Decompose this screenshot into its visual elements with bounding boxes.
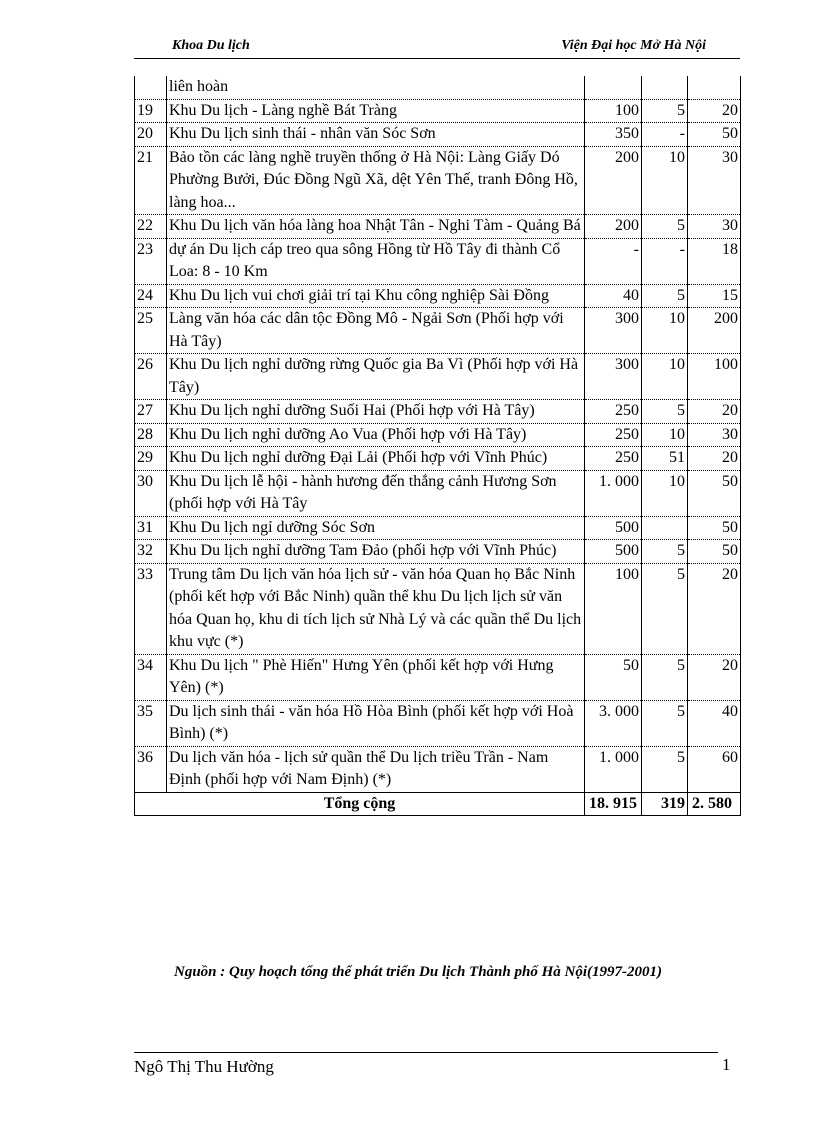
value-col-1: 3. 000 — [585, 700, 642, 746]
table-row — [135, 447, 741, 471]
value-col-3: 200 — [688, 308, 741, 354]
value-col-2: 5 — [642, 284, 688, 308]
row-number: 26 — [135, 354, 167, 400]
value-col-2: 51 — [642, 447, 688, 471]
value-col-2 — [642, 76, 688, 99]
project-name: liên hoàn — [167, 76, 585, 99]
value-col-3: 100 — [688, 354, 741, 400]
table-row — [135, 238, 741, 284]
row-number: 27 — [135, 400, 167, 424]
project-name: Khu Du lịch ngỉ dưỡng Sóc Sơn — [167, 516, 585, 540]
project-name: Khu Du lịch nghỉ dưỡng Suối Hai (Phối hợp với Hà Tây) — [167, 400, 585, 424]
total-value-3: 2. 580 — [688, 792, 741, 816]
value-col-1: 200 — [585, 215, 642, 239]
row-number: 25 — [135, 308, 167, 354]
value-col-2: 5 — [642, 400, 688, 424]
row-number: 36 — [135, 746, 167, 792]
row-number: 20 — [135, 123, 167, 147]
value-col-1: 250 — [585, 423, 642, 447]
row-number: 35 — [135, 700, 167, 746]
table-row — [135, 516, 741, 540]
row-number: 24 — [135, 284, 167, 308]
table-row — [135, 123, 741, 147]
value-col-2: 10 — [642, 354, 688, 400]
value-col-3: 50 — [688, 540, 741, 564]
value-col-3: 20 — [688, 400, 741, 424]
project-name: Du lịch sinh thái - văn hóa Hồ Hòa Bình (phối kết hợp với Hoà Bình) (*) — [167, 700, 585, 746]
row-number: 23 — [135, 238, 167, 284]
value-col-1: - — [585, 238, 642, 284]
row-number: 21 — [135, 146, 167, 215]
value-col-2: 5 — [642, 700, 688, 746]
table-row — [135, 470, 741, 516]
value-col-3: 60 — [688, 746, 741, 792]
footer-divider — [134, 1052, 718, 1053]
value-col-2: - — [642, 123, 688, 147]
value-col-2: 10 — [642, 308, 688, 354]
row-number: 32 — [135, 540, 167, 564]
source-note: Nguồn : Quy hoạch tổng thể phát triển Du lịch Thành phố Hà Nội(1997-2001) — [174, 964, 662, 980]
table-row — [135, 76, 741, 99]
row-number: 31 — [135, 516, 167, 540]
value-col-3: 20 — [688, 563, 741, 654]
value-col-3: 30 — [688, 215, 741, 239]
footer-author: Ngô Thị Thu Hường — [134, 1057, 274, 1076]
table-row — [135, 540, 741, 564]
table-row — [135, 423, 741, 447]
value-col-1: 200 — [585, 146, 642, 215]
table-row — [135, 563, 741, 654]
project-name: Khu Du lịch lễ hội - hành hương đến thắng cảnh Hương Sơn (phối hợp với Hà Tây — [167, 470, 585, 516]
value-col-3 — [688, 76, 741, 99]
value-col-3: 50 — [688, 516, 741, 540]
project-name: Du lịch văn hóa - lịch sử quần thể Du lịch triều Trần - Nam Định (phối hợp với Nam Định) (*) — [167, 746, 585, 792]
value-col-2: 5 — [642, 99, 688, 123]
value-col-2: 5 — [642, 563, 688, 654]
row-number: 30 — [135, 470, 167, 516]
value-col-3: 30 — [688, 423, 741, 447]
value-col-2: 10 — [642, 470, 688, 516]
project-name: Làng văn hóa các dân tộc Đồng Mô - Ngải Sơn (Phối hợp với Hà Tây) — [167, 308, 585, 354]
project-name: Trung tâm Du lịch văn hóa lịch sử - văn hóa Quan họ Bắc Ninh (phối kết hợp với Bắc Ninh) quần thể khu Du lịch lịch sử văn hóa Quan họ, khu di tích lịch sử Nhà Lý và các quần thể Du lịch khu vực (*) — [167, 563, 585, 654]
row-number: 19 — [135, 99, 167, 123]
value-col-1: 350 — [585, 123, 642, 147]
table-row — [135, 700, 741, 746]
value-col-3: 20 — [688, 99, 741, 123]
row-number — [135, 76, 167, 99]
table-row — [135, 654, 741, 700]
value-col-2: 10 — [642, 146, 688, 215]
value-col-1: 100 — [585, 563, 642, 654]
value-col-2: - — [642, 238, 688, 284]
project-name: Khu Du lịch văn hóa làng hoa Nhật Tân - Nghi Tàm - Quảng Bá — [167, 215, 585, 239]
value-col-3: 15 — [688, 284, 741, 308]
table-row — [135, 308, 741, 354]
table-row — [135, 354, 741, 400]
value-col-1 — [585, 76, 642, 99]
header-institute: Viện Đại học Mở Hà Nội — [561, 38, 706, 53]
value-col-1: 250 — [585, 447, 642, 471]
project-name: Khu Du lịch " Phè Hiến" Hưng Yên (phối kết hợp với Hưng Yên) (*) — [167, 654, 585, 700]
table-row — [135, 146, 741, 215]
row-number: 28 — [135, 423, 167, 447]
value-col-2 — [642, 516, 688, 540]
value-col-2: 10 — [642, 423, 688, 447]
value-col-3: 30 — [688, 146, 741, 215]
table-body — [135, 76, 741, 816]
project-name: Khu Du lịch nghỉ dưỡng Tam Đảo (phối hợp với Vĩnh Phúc) — [167, 540, 585, 564]
project-name: Khu Du lịch - Làng nghề Bát Tràng — [167, 99, 585, 123]
page-header — [134, 36, 740, 59]
project-name: dự án Du lịch cáp treo qua sông Hồng từ Hồ Tây đi thành Cổ Loa: 8 - 10 Km — [167, 238, 585, 284]
value-col-1: 250 — [585, 400, 642, 424]
row-number: 29 — [135, 447, 167, 471]
page-number: 1 — [722, 1055, 731, 1074]
total-row — [135, 792, 741, 816]
project-name: Bảo tồn các làng nghề truyền thống ở Hà Nội: Làng Giấy Dó Phường Bưởi, Đúc Đồng Ngũ Xã, dệt Yên Thế, tranh Đông Hồ, làng hoa... — [167, 146, 585, 215]
table-row — [135, 99, 741, 123]
project-name: Khu Du lịch nghỉ dưỡng Ao Vua (Phối hợp với Hà Tây) — [167, 423, 585, 447]
value-col-1: 300 — [585, 354, 642, 400]
value-col-3: 50 — [688, 123, 741, 147]
value-col-3: 20 — [688, 447, 741, 471]
project-name: Khu Du lịch vui chơi giải trí tại Khu công nghiệp Sài Đồng — [167, 284, 585, 308]
project-name: Khu Du lịch nghỉ dưỡng Đại Lải (Phối hợp với Vĩnh Phúc) — [167, 447, 585, 471]
value-col-1: 1. 000 — [585, 470, 642, 516]
row-number: 22 — [135, 215, 167, 239]
row-number: 34 — [135, 654, 167, 700]
value-col-3: 18 — [688, 238, 741, 284]
value-col-1: 1. 000 — [585, 746, 642, 792]
value-col-1: 300 — [585, 308, 642, 354]
table-row — [135, 400, 741, 424]
value-col-2: 5 — [642, 654, 688, 700]
value-col-1: 500 — [585, 516, 642, 540]
value-col-2: 5 — [642, 540, 688, 564]
total-value-2: 319 — [642, 792, 688, 816]
table-row — [135, 746, 741, 792]
value-col-2: 5 — [642, 215, 688, 239]
total-value-1: 18. 915 — [585, 792, 642, 816]
value-col-3: 40 — [688, 700, 741, 746]
value-col-2: 5 — [642, 746, 688, 792]
header-faculty: Khoa Du lịch — [172, 38, 250, 53]
table-row — [135, 215, 741, 239]
value-col-1: 40 — [585, 284, 642, 308]
total-label: Tổng cộng — [135, 792, 585, 816]
value-col-1: 100 — [585, 99, 642, 123]
value-col-1: 500 — [585, 540, 642, 564]
value-col-1: 50 — [585, 654, 642, 700]
project-name: Khu Du lịch nghỉ dưỡng rừng Quốc gia Ba Vì (Phối hợp với Hà Tây) — [167, 354, 585, 400]
value-col-3: 20 — [688, 654, 741, 700]
value-col-3: 50 — [688, 470, 741, 516]
tourism-projects-table — [134, 76, 741, 816]
table-row — [135, 284, 741, 308]
project-name: Khu Du lịch sinh thái - nhân văn Sóc Sơn — [167, 123, 585, 147]
row-number: 33 — [135, 563, 167, 654]
